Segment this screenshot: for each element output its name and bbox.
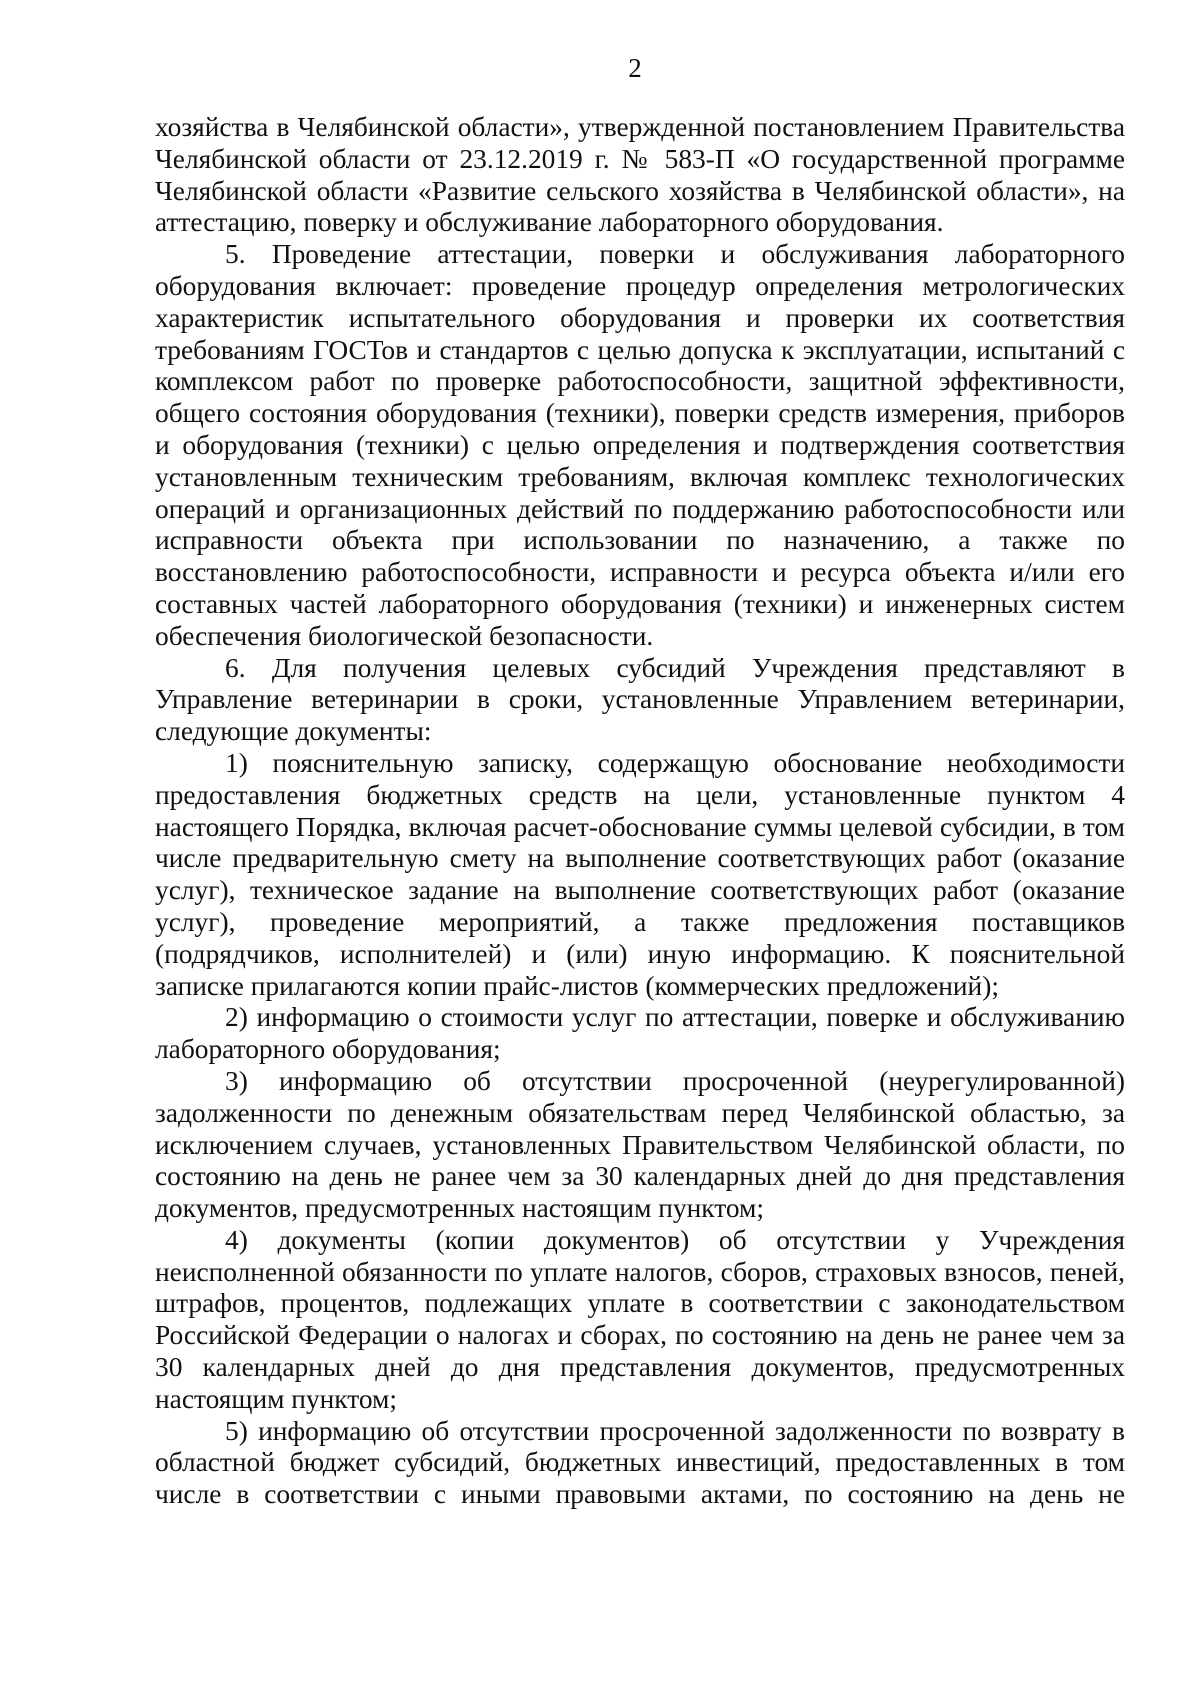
paragraph-subitem-1: 1) пояснительную записку, содержащую обоснование необходимости предоставления бюджетных средств на цели, установленные пунктом 4 настоящего Порядка, включая расчет-обоснование суммы целевой субсидии, в том числе предварительную смету на выполнение соответствующих работ (оказание услуг), техническое задание на выполнение соответствующих работ (оказание услуг), проведение мероприятий, а также предложения поставщиков (подрядчиков, исполнителей) и (или) иную информацию. К пояснительной записке прилагаются копии прайс-листов (коммерческих предложений); (155, 747, 1125, 1001)
paragraph-subitem-2: 2) информацию о стоимости услуг по аттестации, поверке и обслуживанию лабораторного оборудования; (155, 1002, 1125, 1065)
paragraph-subitem-5: 5) информацию об отсутствии просроченной задолженности по возврату в областной бюджет субсидий, бюджетных инвестиций, предоставленных в том числе в соответствии с иными правовыми актами, по состоянию на день не (155, 1415, 1125, 1510)
paragraph-subitem-3: 3) информацию об отсутствии просроченной (неурегулированной) задолженности по денежным обязательствам перед Челябинской областью, за исключением случаев, установленных Правительством Челябинской области, по состоянию на день не ранее чем за 30 календарных дней до дня представления документов, предусмотренных настоящим пунктом; (155, 1065, 1125, 1224)
page-number: 2 (628, 53, 642, 83)
paragraph-subitem-4: 4) документы (копии документов) об отсутствии у Учреждения неисполненной обязанности по уплате налогов, сборов, страховых взносов, пеней, штрафов, процентов, подлежащих уплате в соответствии с законодательством Российской Федерации о налогах и сборах, по состоянию на день не ранее чем за 30 календарных дней до дня представления документов, предусмотренных настоящим пунктом; (155, 1224, 1125, 1414)
paragraph-item-5: 5. Проведение аттестации, поверки и обслуживания лабораторного оборудования включает: проведение процедур определения метрологических характеристик испытательного оборудования и проверки их соответствия требованиям ГОСТов и стандартов с целью допуска к эксплуатации, испытаний с комплексом работ по проверке работоспособности, защитной эффективности, общего состояния оборудования (техники), поверки средств измерения, приборов и оборудования (техники) с целью определения и подтверждения соответствия установленным техническим требованиям, включая комплекс технологических операций и организационных действий по поддержанию работоспособности или исправности объекта при использовании по назначению, а также по восстановлению работоспособности, исправности и ресурса объекта и/или его составных частей лабораторного оборудования (техники) и инженерных систем обеспечения биологической безопасности. (155, 239, 1125, 651)
paragraph-item-6: 6. Для получения целевых субсидий Учреждения представляют в Управление ветеринарии в сроки, установленные Управлением ветеринарии, следующие документы: (155, 652, 1125, 747)
document-body (155, 112, 1125, 1511)
paragraph-continuation: хозяйства в Челябинской области», утвержденной постановлением Правительства Челябинской области от 23.12.2019 г. № 583-П «О государственной программе Челябинской области «Развитие сельского хозяйства в Челябинской области», на аттестацию, поверку и обслуживание лабораторного оборудования. (155, 112, 1125, 238)
